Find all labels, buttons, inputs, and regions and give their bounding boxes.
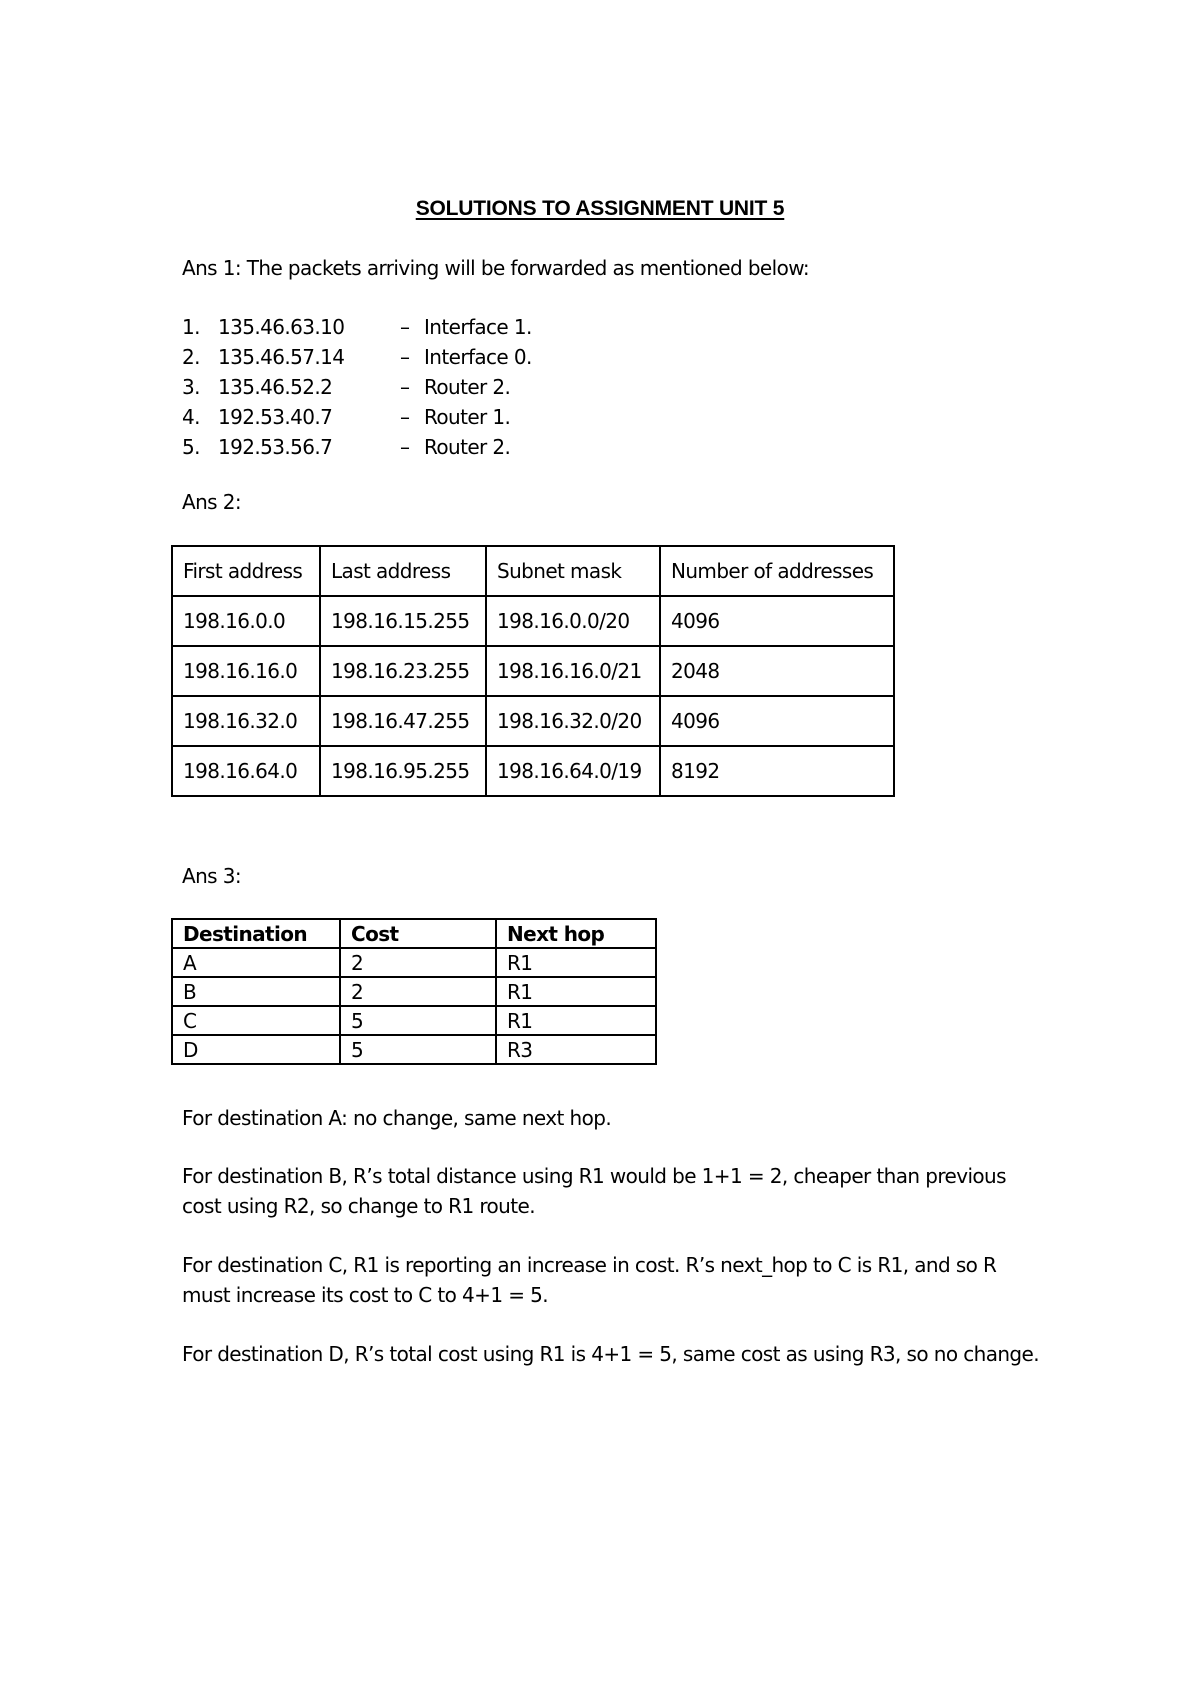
forwarding-list (182, 312, 532, 462)
forward-target: Router 1. (424, 405, 511, 429)
table-header-row (172, 919, 656, 948)
forward-target: Interface 0. (424, 345, 532, 369)
table-cell: 2048 (660, 646, 894, 696)
table-row (172, 746, 894, 796)
dash: – (400, 435, 410, 459)
table-row (172, 596, 894, 646)
list-number: 5. (182, 435, 200, 459)
column-header-subnet-mask: Subnet mask (486, 546, 660, 596)
list-number: 2. (182, 345, 200, 369)
ip-address: 135.46.57.14 (218, 345, 345, 369)
table-row (172, 948, 656, 977)
list-item (182, 342, 532, 372)
table-cell: R1 (496, 977, 656, 1006)
table-cell: 5 (340, 1035, 496, 1064)
list-item (182, 372, 532, 402)
table-cell: 198.16.32.0/20 (486, 696, 660, 746)
subnet-table (171, 545, 895, 797)
table-cell: 198.16.15.255 (320, 596, 486, 646)
forward-target: Router 2. (424, 435, 511, 459)
page-title: SOLUTIONS TO ASSIGNMENT UNIT 5 (415, 197, 785, 220)
column-header-cost: Cost (340, 919, 496, 948)
table-cell: 2 (340, 977, 496, 1006)
table-row (172, 1035, 656, 1064)
table-cell: C (172, 1006, 340, 1035)
forward-target: Router 2. (424, 375, 511, 399)
ans2-label: Ans 2: (182, 490, 241, 514)
column-header-destination: Destination (172, 919, 340, 948)
table-cell: R3 (496, 1035, 656, 1064)
table-cell: 198.16.23.255 (320, 646, 486, 696)
forward-target: Interface 1. (424, 315, 532, 339)
explanation-destination-a: For destination A: no change, same next hop. (182, 1106, 612, 1130)
list-number: 4. (182, 405, 200, 429)
table-cell: 198.16.64.0/19 (486, 746, 660, 796)
table-cell: A (172, 948, 340, 977)
dash: – (400, 375, 410, 399)
table-cell: B (172, 977, 340, 1006)
table-row (172, 977, 656, 1006)
table-cell: 198.16.64.0 (172, 746, 320, 796)
table-cell: 198.16.16.0 (172, 646, 320, 696)
table-row (172, 1006, 656, 1035)
table-cell: 2 (340, 948, 496, 977)
column-header-next-hop: Next hop (496, 919, 656, 948)
explanation-destination-b: For destination B, R’s total distance using R1 would be 1+1 = 2, cheaper than previous cost using R2, so change to R1 route. (182, 1164, 1006, 1218)
ans3-label: Ans 3: (182, 864, 241, 888)
ip-address: 135.46.63.10 (218, 315, 345, 339)
list-item (182, 402, 532, 432)
table-cell: 8192 (660, 746, 894, 796)
list-item (182, 432, 532, 462)
table-cell: 198.16.32.0 (172, 696, 320, 746)
table-cell: 198.16.47.255 (320, 696, 486, 746)
table-cell: R1 (496, 1006, 656, 1035)
table-cell: D (172, 1035, 340, 1064)
table-cell: 198.16.0.0 (172, 596, 320, 646)
list-item (182, 312, 532, 342)
dash: – (400, 345, 410, 369)
dash: – (400, 315, 410, 339)
table-cell: 198.16.16.0/21 (486, 646, 660, 696)
column-header-first-address: First address (172, 546, 320, 596)
table-cell: 4096 (660, 696, 894, 746)
table-cell: 4096 (660, 596, 894, 646)
routing-table (171, 918, 657, 1065)
ip-address: 192.53.56.7 (218, 435, 333, 459)
ans1-intro: Ans 1: The packets arriving will be forwarded as mentioned below: (182, 256, 810, 280)
list-number: 1. (182, 315, 200, 339)
table-cell: 198.16.0.0/20 (486, 596, 660, 646)
column-header-number-of-addresses: Number of addresses (660, 546, 894, 596)
ip-address: 135.46.52.2 (218, 375, 333, 399)
table-header-row (172, 546, 894, 596)
table-row (172, 646, 894, 696)
explanation-destination-c: For destination C, R1 is reporting an increase in cost. R’s next_hop to C is R1, and so R must increase its cost to C to 4+1 = 5. (182, 1253, 997, 1307)
table-row (172, 696, 894, 746)
column-header-last-address: Last address (320, 546, 486, 596)
table-cell: R1 (496, 948, 656, 977)
table-cell: 5 (340, 1006, 496, 1035)
ip-address: 192.53.40.7 (218, 405, 333, 429)
table-cell: 198.16.95.255 (320, 746, 486, 796)
explanation-destination-d: For destination D, R’s total cost using R1 is 4+1 = 5, same cost as using R3, so no change. (182, 1342, 1039, 1366)
list-number: 3. (182, 375, 200, 399)
dash: – (400, 405, 410, 429)
